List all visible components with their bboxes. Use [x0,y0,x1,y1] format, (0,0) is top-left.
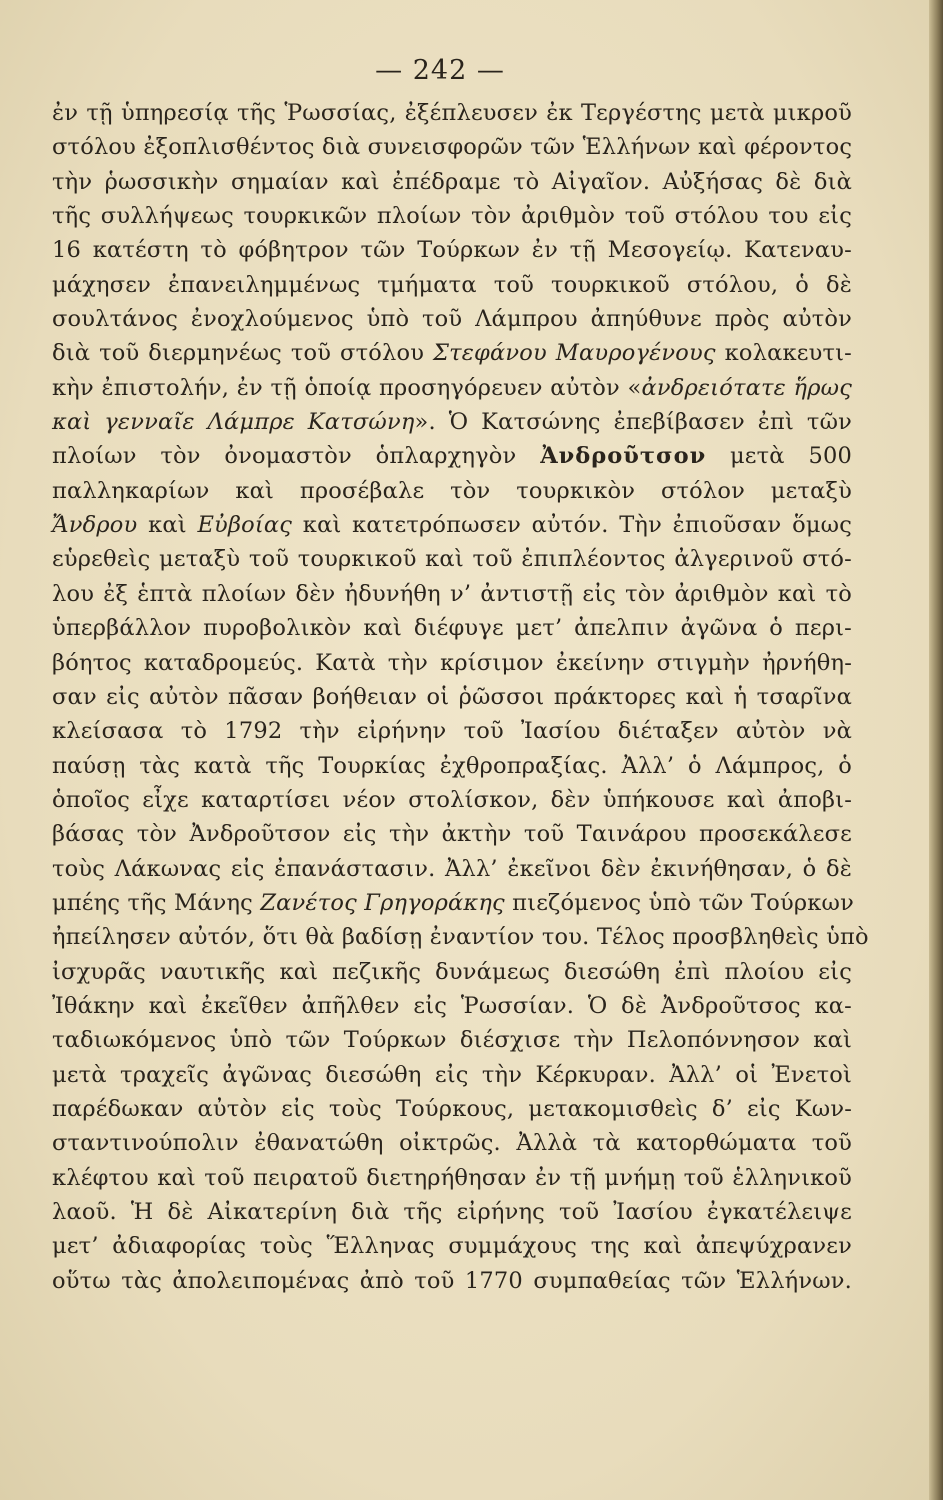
text-line [52,336,852,370]
text-line [52,611,852,645]
text-line [52,439,852,473]
text-segment: κλείσασα τὸ 1792 τὴν εἰρήνην τοῦ Ἰασίου διέταξεν αὐτὸν νὰ [52,718,852,745]
text-segment: στόλου ἐξοπλισθέντος διὰ συνεισφορῶν τῶν Ἑλλήνων καὶ φέροντος [52,134,853,161]
text-segment: ὑπερβάλλον πυροβολικὸν καὶ διέφυγε μετ’ ἀπελπιν ἀγῶνα ὁ περι- [52,615,852,642]
text-segment: κολακευτι- [715,340,852,367]
text-segment: πιεζόμενος ὑπὸ τῶν Τούρκων [504,889,854,916]
text-segment: εὑρεθεὶς μεταξὺ τοῦ τουρκικοῦ καὶ τοῦ ἐπιπλέοντος ἀλγερινοῦ στό- [52,546,852,573]
text-segment: ἰσχυρᾶς ναυτικῆς καὶ πεζικῆς δυνάμεως διεσώθη ἐπὶ πλοίου εἰς [52,958,852,985]
text-line [52,577,852,611]
text-segment: τὴν ῥωσσικὴν σημαίαν καὶ ἐπέδραμε τὸ Αἰγαῖον. Αὐξήσας δὲ διὰ [52,168,852,195]
text-line [52,302,852,336]
text-segment: οὕτω τὰς ἀπολειπομένας ἀπὸ τοῦ 1770 συμπαθείας τῶν Ἑλλήνων. [52,1267,852,1294]
text-segment: τοὺς Λάκωνας εἰς ἐπανάστασιν. Ἀλλ’ ἐκεῖνοι δὲν ἐκινήθησαν, ὁ δὲ [52,855,852,882]
text-line [52,508,852,542]
text-segment: ». Ὁ Κατσώνης ἐπεβίβασεν ἐπὶ τῶν [414,409,852,436]
text-segment: παρέδωκαν αὐτὸν εἰς τοὺς Τούρκους, μετακομισθεὶς δ’ εἰς Κων- [52,1095,852,1122]
text-line [52,680,852,714]
text-segment: καὶ [137,512,198,539]
page-edge-shadow [929,0,943,1500]
text-segment: μετὰ 500 [706,443,852,470]
text-line [52,1195,852,1229]
text-segment: σταντινούπολιν ἐθανατώθη οἰκτρῶς. Ἀλλὰ τὰ κατορθώματα τοῦ [52,1130,852,1157]
text-line [52,852,852,886]
text-line [52,474,852,508]
page-number: — 242 — [375,55,505,86]
italic-phrase: Ζανέτος Γρηγοράκης [260,889,505,916]
text-segment: πλοίων τὸν ὀνομαστὸν ὁπλαρχηγὸν [52,443,541,470]
text-line [52,989,852,1023]
text-segment: κλέφτου καὶ τοῦ πειρατοῦ διετηρήθησαν ἐν τῇ μνήμῃ τοῦ ἑλληνικοῦ [52,1164,852,1191]
text-line [52,783,852,817]
text-segment: λαοῦ. Ἡ δὲ Αἰκατερίνη διὰ τῆς εἰρήνης τοῦ Ἰασίου ἐγκατέλειψε [52,1199,852,1225]
italic-phrase: Στεφάνου Μαυρογένους [433,340,716,367]
italic-phrase: καὶ γενναῖε Λάμπρε Κατσώνη [52,409,415,436]
text-segment: μάχησεν ἐπανειλημμένως τμήματα τοῦ τουρκικοῦ στόλου, ὁ δὲ [52,271,852,298]
text-line [52,96,852,130]
text-line [52,1092,852,1126]
text-line [52,233,852,267]
text-segment: μετ’ ἀδιαφορίας τοὺς Ἕλληνας συμμάχους της καὶ ἀπεψύχρανεν [52,1233,852,1260]
text-line [52,749,852,783]
text-segment: βάσας τὸν Ἀνδροῦτσον εἰς τὴν ἀκτὴν τοῦ Ταινάρου προσεκάλεσε [52,821,852,848]
text-segment: τῆς συλλήψεως τουρκικῶν πλοίων τὸν ἀριθμὸν τοῦ στόλου του εἰς [52,203,852,230]
text-segment: σαν εἰς αὐτὸν πᾶσαν βοήθειαν οἱ ῥῶσσοι πράκτορες καὶ ἡ τσαρῖνα [52,683,852,710]
text-segment: ὁποῖος εἶχε καταρτίσει νέον στολίσκον, δὲν ὑπήκουσε καὶ ἀποβι- [52,786,852,813]
italic-phrase: Εὐβοίας [197,512,293,539]
text-segment: σουλτάνος ἐνοχλούμενος ὑπὸ τοῦ Λάμπρου ἀπηύθυνε πρὸς αὐτὸν [52,306,852,333]
text-segment: 16 κατέστη τὸ φόβητρον τῶν Τούρκων ἐν τῇ Μεσογείῳ. Κατεναυ- [52,237,852,264]
text-line [52,886,852,920]
italic-phrase: Ἄνδρου [52,512,138,539]
text-line [52,1126,852,1160]
text-line [52,542,852,576]
text-segment: βόητος καταδρομεύς. Κατὰ τὴν κρίσιμον ἐκείνην στιγμὴν ἠρνήθη- [52,649,852,676]
text-line [52,920,869,954]
text-line [52,1161,852,1195]
body-text [52,96,869,1298]
text-line [52,714,852,748]
text-segment: παλληκαρίων καὶ προσέβαλε τὸν τουρκικὸν στόλον μεταξὺ [52,477,852,504]
text-segment: κὴν ἐπιστολήν, ἐν τῇ ὁποίᾳ προσηγόρευεν αὐτὸν « [52,374,642,401]
text-segment: μπέης τῆς Μάνης [52,889,261,916]
text-line [52,1264,852,1298]
text-segment: ἠπείλησεν αὐτόν, ὅτι θὰ βαδίσῃ ἐναντίον του. Τέλος προσβληθεὶς ὑπὸ [52,924,869,951]
text-line [52,817,852,851]
text-segment: Ἰθάκην καὶ ἐκεῖθεν ἀπῆλθεν εἰς Ῥωσσίαν. Ὁ δὲ Ἀνδροῦτσος κα- [52,992,852,1019]
text-line [52,1058,852,1092]
text-line [52,1023,852,1057]
text-line [52,130,852,164]
text-segment: παύσῃ τὰς κατὰ τῆς Τουρκίας ἐχθροπραξίας. Ἀλλ’ ὁ Λάμπρος, ὁ [52,752,852,779]
text-segment: ἐν τῇ ὑπηρεσίᾳ τῆς Ῥωσσίας, ἐξέπλευσεν ἐκ Τεργέστης μετὰ μικροῦ [52,100,852,126]
italic-phrase: ἀνδρειότατε ἥρως [641,374,852,401]
text-line [52,371,852,405]
text-line [52,405,852,439]
text-segment: διὰ τοῦ διερμηνέως τοῦ στόλου [52,340,433,367]
text-segment: ταδιωκόμενος ὑπὸ τῶν Τούρκων διέσχισε τὴν Πελοπόννησον καὶ [52,1027,852,1054]
text-line [52,268,852,302]
text-segment: καὶ κατετρόπωσεν αὐτόν. Τὴν ἐπιοῦσαν ὅμως [292,512,853,539]
text-line [52,199,852,233]
bold-name: Ἀνδροῦτσον [540,443,707,470]
text-segment: μετὰ τραχεῖς ἀγῶνας διεσώθη εἰς τὴν Κέρκυραν. Ἀλλ’ οἱ Ἐνετοὶ [52,1061,852,1088]
text-segment: λου ἐξ ἑπτὰ πλοίων δὲν ἠδυνήθη ν’ ἀντιστῇ εἰς τὸν ἀριθμὸν καὶ τὸ [52,580,852,607]
text-line [52,165,852,199]
text-line [52,1229,852,1263]
text-line [52,955,852,989]
text-line [52,646,852,680]
